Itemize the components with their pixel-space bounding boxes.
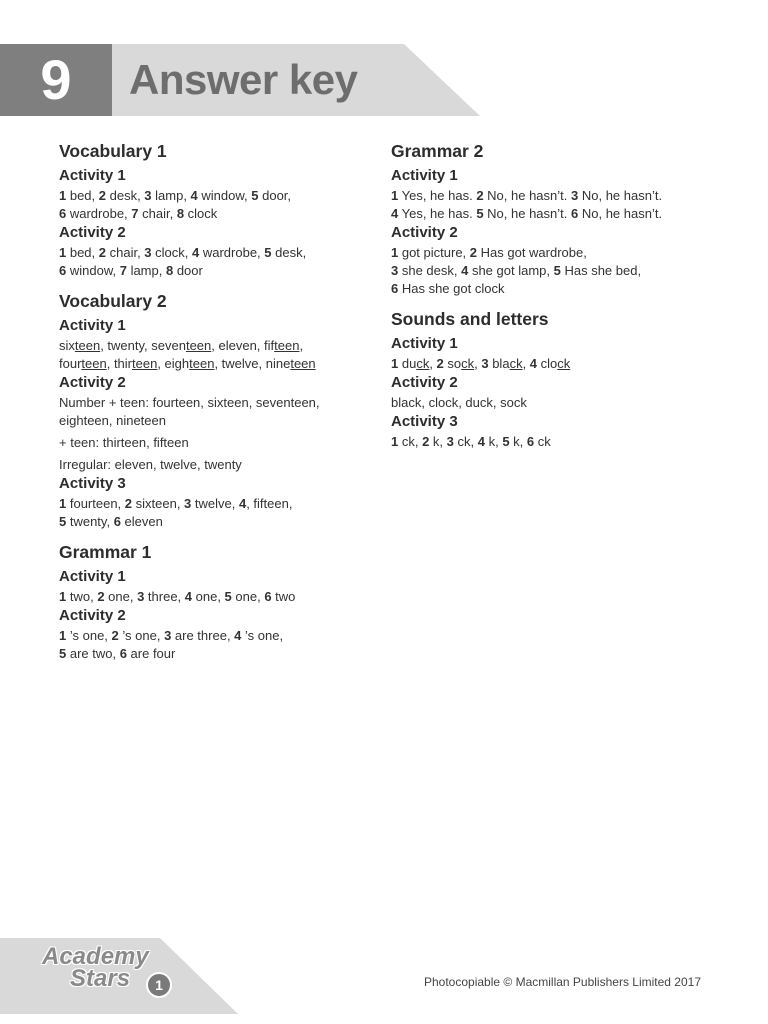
page-title: Answer key (129, 56, 358, 103)
answer-line: 1 ck, 2 k, 3 ck, 4 k, 5 k, 6 ck (391, 434, 551, 449)
activity-title: Activity 1 (391, 167, 458, 184)
activity-2 (59, 606, 359, 663)
section-title: Grammar 1 (59, 542, 152, 562)
section-title: Vocabulary 2 (59, 291, 167, 311)
answer-line: 6 Has she got clock (391, 281, 505, 296)
section-sounds-and-letters (391, 308, 711, 451)
activity-title: Activity 3 (59, 475, 126, 492)
activity-title: Activity 1 (391, 335, 458, 352)
activity-title: Activity 2 (59, 224, 126, 241)
activity-title: Activity 1 (59, 568, 126, 585)
footer (0, 938, 768, 1018)
answer-line: 1 fourteen, 2 sixteen, 3 twelve, 4, fifteen, (59, 496, 293, 511)
section-title: Vocabulary 1 (59, 141, 167, 161)
answer-line: 1 duck, 2 sock, 3 black, 4 clock (391, 356, 571, 371)
academy-stars-logo (42, 943, 149, 992)
answer-line: 6 window, 7 lamp, 8 door (59, 263, 203, 278)
activity-title: Activity 2 (59, 374, 126, 391)
answer-line: black, clock, duck, sock (391, 395, 527, 410)
logo-line-2: Stars (70, 965, 131, 992)
activity-1 (59, 567, 359, 606)
activity-3 (391, 412, 711, 451)
answer-line: + teen: thirteen, fifteen (59, 435, 189, 450)
section-grammar-1 (59, 541, 359, 663)
answer-line: 4 Yes, he has. 5 No, he hasn’t. 6 No, he hasn’t. (391, 206, 663, 221)
answer-line: 1 two, 2 one, 3 three, 4 one, 5 one, 6 two (59, 589, 296, 604)
activity-1 (59, 166, 359, 223)
activity-2 (391, 223, 711, 298)
answer-line: 5 are two, 6 are four (59, 646, 176, 661)
activity-2 (59, 223, 359, 280)
activity-title: Activity 2 (59, 607, 126, 624)
left-column (59, 140, 359, 673)
section-vocabulary-2 (59, 290, 359, 531)
answer-line: 1 Yes, he has. 2 No, he hasn’t. 3 No, he hasn’t. (391, 188, 663, 203)
answer-line: sixteen, twenty, seventeen, eleven, fifteen, (59, 338, 304, 353)
logo-line-1: Academy (42, 943, 149, 970)
level-badge: 1 (146, 972, 172, 998)
activity-title: Activity 3 (391, 413, 458, 430)
activity-title: Activity 1 (59, 317, 126, 334)
section-grammar-2 (391, 140, 711, 298)
answer-line: Number + teen: fourteen, sixteen, seventeen, (59, 395, 320, 410)
answer-line: 6 wardrobe, 7 chair, 8 clock (59, 206, 218, 221)
activity-title: Activity 1 (59, 167, 126, 184)
answer-line: eighteen, nineteen (59, 413, 166, 428)
right-column (391, 140, 711, 461)
activity-title: Activity 2 (391, 224, 458, 241)
activity-1 (391, 334, 711, 373)
header-band (0, 44, 768, 116)
answer-line: 1 got picture, 2 Has got wardrobe, (391, 245, 587, 260)
activity-1 (59, 316, 359, 373)
activity-2 (391, 373, 711, 412)
activity-2 (59, 373, 359, 474)
answer-line: fourteen, thirteen, eighteen, twelve, nineteen (59, 356, 316, 371)
section-vocabulary-1 (59, 140, 359, 280)
header-background (0, 44, 768, 116)
activity-1 (391, 166, 711, 223)
answer-line: 1 ’s one, 2 ’s one, 3 are three, 4 ’s one, (59, 628, 284, 643)
answer-line: 1 bed, 2 desk, 3 lamp, 4 window, 5 door, (59, 188, 292, 203)
answer-line: 1 bed, 2 chair, 3 clock, 4 wardrobe, 5 desk, (59, 245, 307, 260)
answer-line: 3 she desk, 4 she got lamp, 5 Has she bed, (391, 263, 642, 278)
activity-title: Activity 2 (391, 374, 458, 391)
unit-number: 9 (40, 48, 72, 111)
answer-line: Irregular: eleven, twelve, twenty (59, 457, 242, 472)
section-title: Sounds and letters (391, 309, 549, 329)
section-title: Grammar 2 (391, 141, 484, 161)
activity-3 (59, 474, 359, 531)
copyright-notice: Photocopiable © Macmillan Publishers Limited 2017 (424, 975, 701, 989)
answer-line: 5 twenty, 6 eleven (59, 514, 163, 529)
